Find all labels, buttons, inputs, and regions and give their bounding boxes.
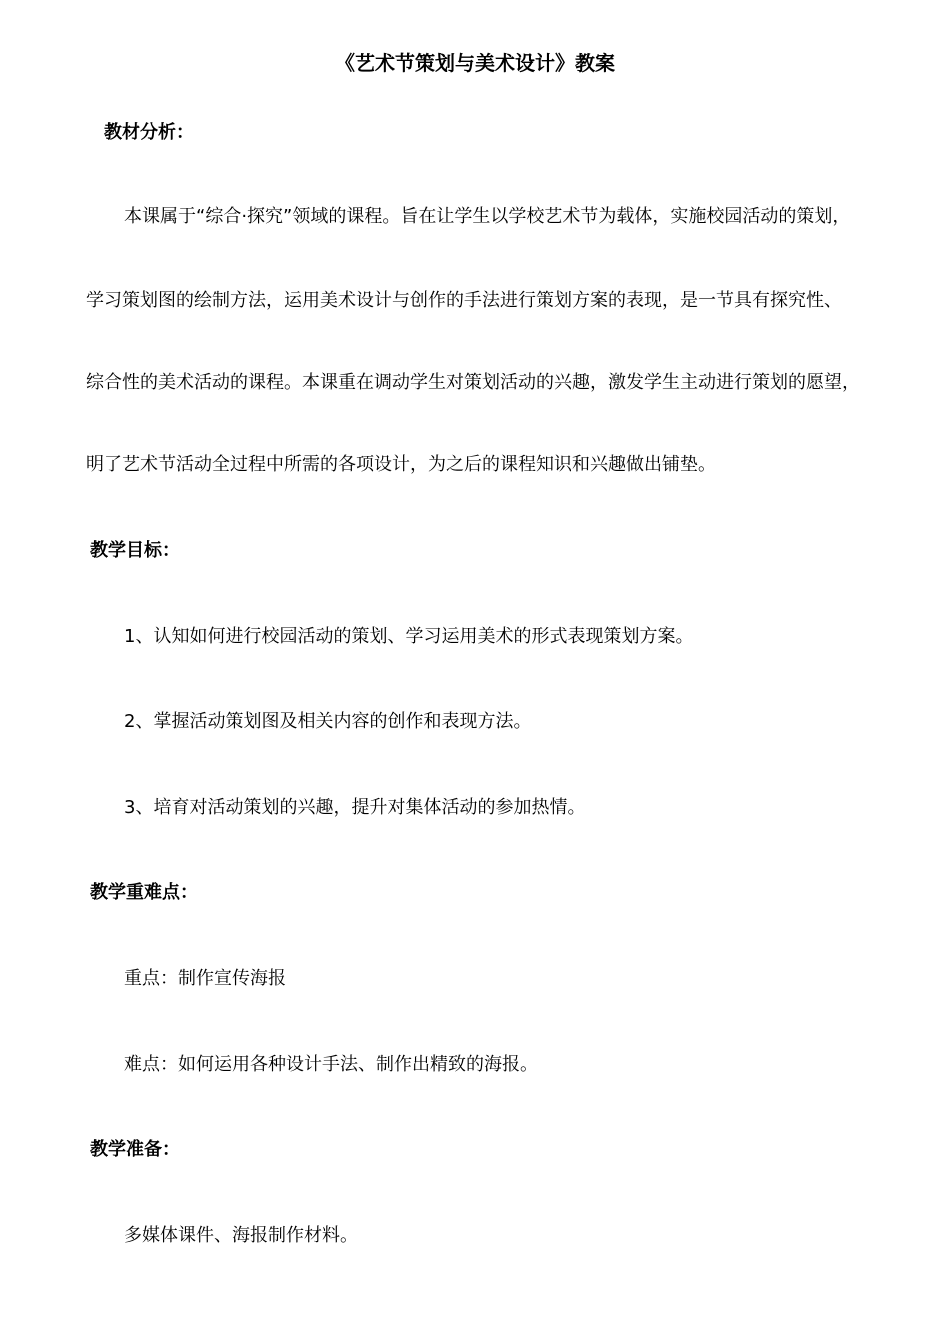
goal-item-1: 1、认知如何进行校园活动的策划、学习运用美术的形式表现策划方案。 [124,626,694,647]
document-title: 《艺术节策划与美术设计》教案 [335,51,615,75]
preparation-item: 多媒体课件、海报制作材料。 [124,1225,358,1246]
preparation-heading: 教学准备： [90,1139,180,1160]
difficult-point-item: 难点：如何运用各种设计手法、制作出精致的海报。 [124,1054,538,1075]
key-points-heading: 教学重难点： [90,882,198,903]
material-line-3: 综合性的美术活动的课程。本课重在调动学生对策划活动的兴趣，激发学生主动进行策划的愿望， [86,372,860,393]
key-point-item: 重点：制作宣传海报 [124,968,286,989]
material-line-4: 明了艺术节活动全过程中所需的各项设计，为之后的课程知识和兴趣做出铺垫。 [86,454,716,475]
goal-item-2: 2、掌握活动策划图及相关内容的创作和表现方法。 [124,711,532,732]
material-line-1: 本课属于“综合·探究”领域的课程。旨在让学生以学校艺术节为载体，实施校园活动的策划， [124,206,851,227]
goals-heading: 教学目标： [90,540,180,561]
material-heading: 教材分析： [104,122,194,143]
material-line-2: 学习策划图的绘制方法，运用美术设计与创作的手法进行策划方案的表现，是一节具有探究性、 [86,290,842,311]
goal-item-3: 3、培育对活动策划的兴趣，提升对集体活动的参加热情。 [124,797,586,818]
